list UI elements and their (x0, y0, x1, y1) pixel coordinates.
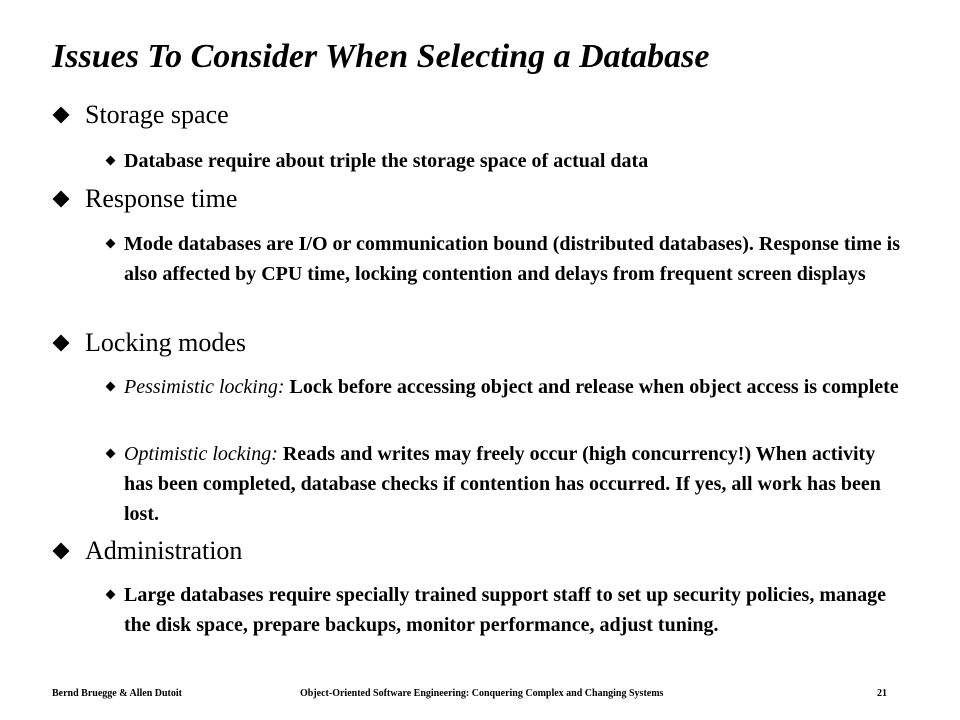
footer-authors: Bernd Bruegge & Allen Dutoit (52, 688, 182, 699)
sub-point-term: Pessimistic locking: (124, 376, 285, 398)
diamond-bullet-icon (53, 543, 70, 560)
sub-point (105, 580, 905, 640)
sub-point (105, 229, 905, 289)
diamond-bullet-icon (106, 449, 116, 459)
sub-point-body: Mode databases are I/O or communication bound (distributed databases). Response time is also affected by CPU time, locking contention and delays from frequent screen displays (124, 233, 900, 285)
sub-point (105, 439, 905, 529)
sub-point-term: Optimistic locking: (124, 443, 278, 465)
sub-point-body: Reads and writes may freely occur (high concurrency!) When activity has been completed, database checks if contention has occurred. If yes, all work has been lost. (124, 443, 881, 525)
section-heading: Response time (85, 184, 238, 213)
diamond-bullet-icon (53, 107, 70, 124)
diamond-bullet-icon (106, 156, 116, 166)
section-storage-space (52, 100, 229, 130)
footer-book-title: Object-Oriented Software Engineering: Conquering Complex and Changing Systems (300, 688, 664, 699)
slide-title: Issues To Consider When Selecting a Database (52, 38, 710, 75)
sub-point (105, 146, 905, 176)
sub-point-text (124, 580, 905, 640)
sub-point-text (124, 146, 905, 176)
footer-page-number: 21 (877, 688, 887, 699)
sub-point-body: Lock before accessing object and release when object access is complete (284, 376, 899, 398)
section-heading: Storage space (85, 100, 229, 129)
section-response-time (52, 184, 237, 214)
diamond-bullet-icon (106, 239, 116, 249)
section-heading: Locking modes (85, 328, 247, 357)
sub-point (105, 372, 905, 402)
sub-point-text (124, 439, 905, 529)
diamond-bullet-icon (53, 191, 70, 208)
diamond-bullet-icon (106, 590, 116, 600)
sub-point-text (124, 372, 905, 402)
diamond-bullet-icon (53, 335, 70, 352)
section-heading: Administration (85, 536, 243, 565)
section-administration (52, 536, 242, 566)
sub-point-body: Large databases require specially trained support staff to set up security policies, manage the disk space, prepare backups, monitor performance, adjust tuning. (124, 584, 887, 636)
diamond-bullet-icon (106, 382, 116, 392)
sub-point-text (124, 229, 905, 289)
sub-point-body: Database require about triple the storage space of actual data (124, 150, 649, 172)
section-locking-modes (52, 328, 246, 358)
